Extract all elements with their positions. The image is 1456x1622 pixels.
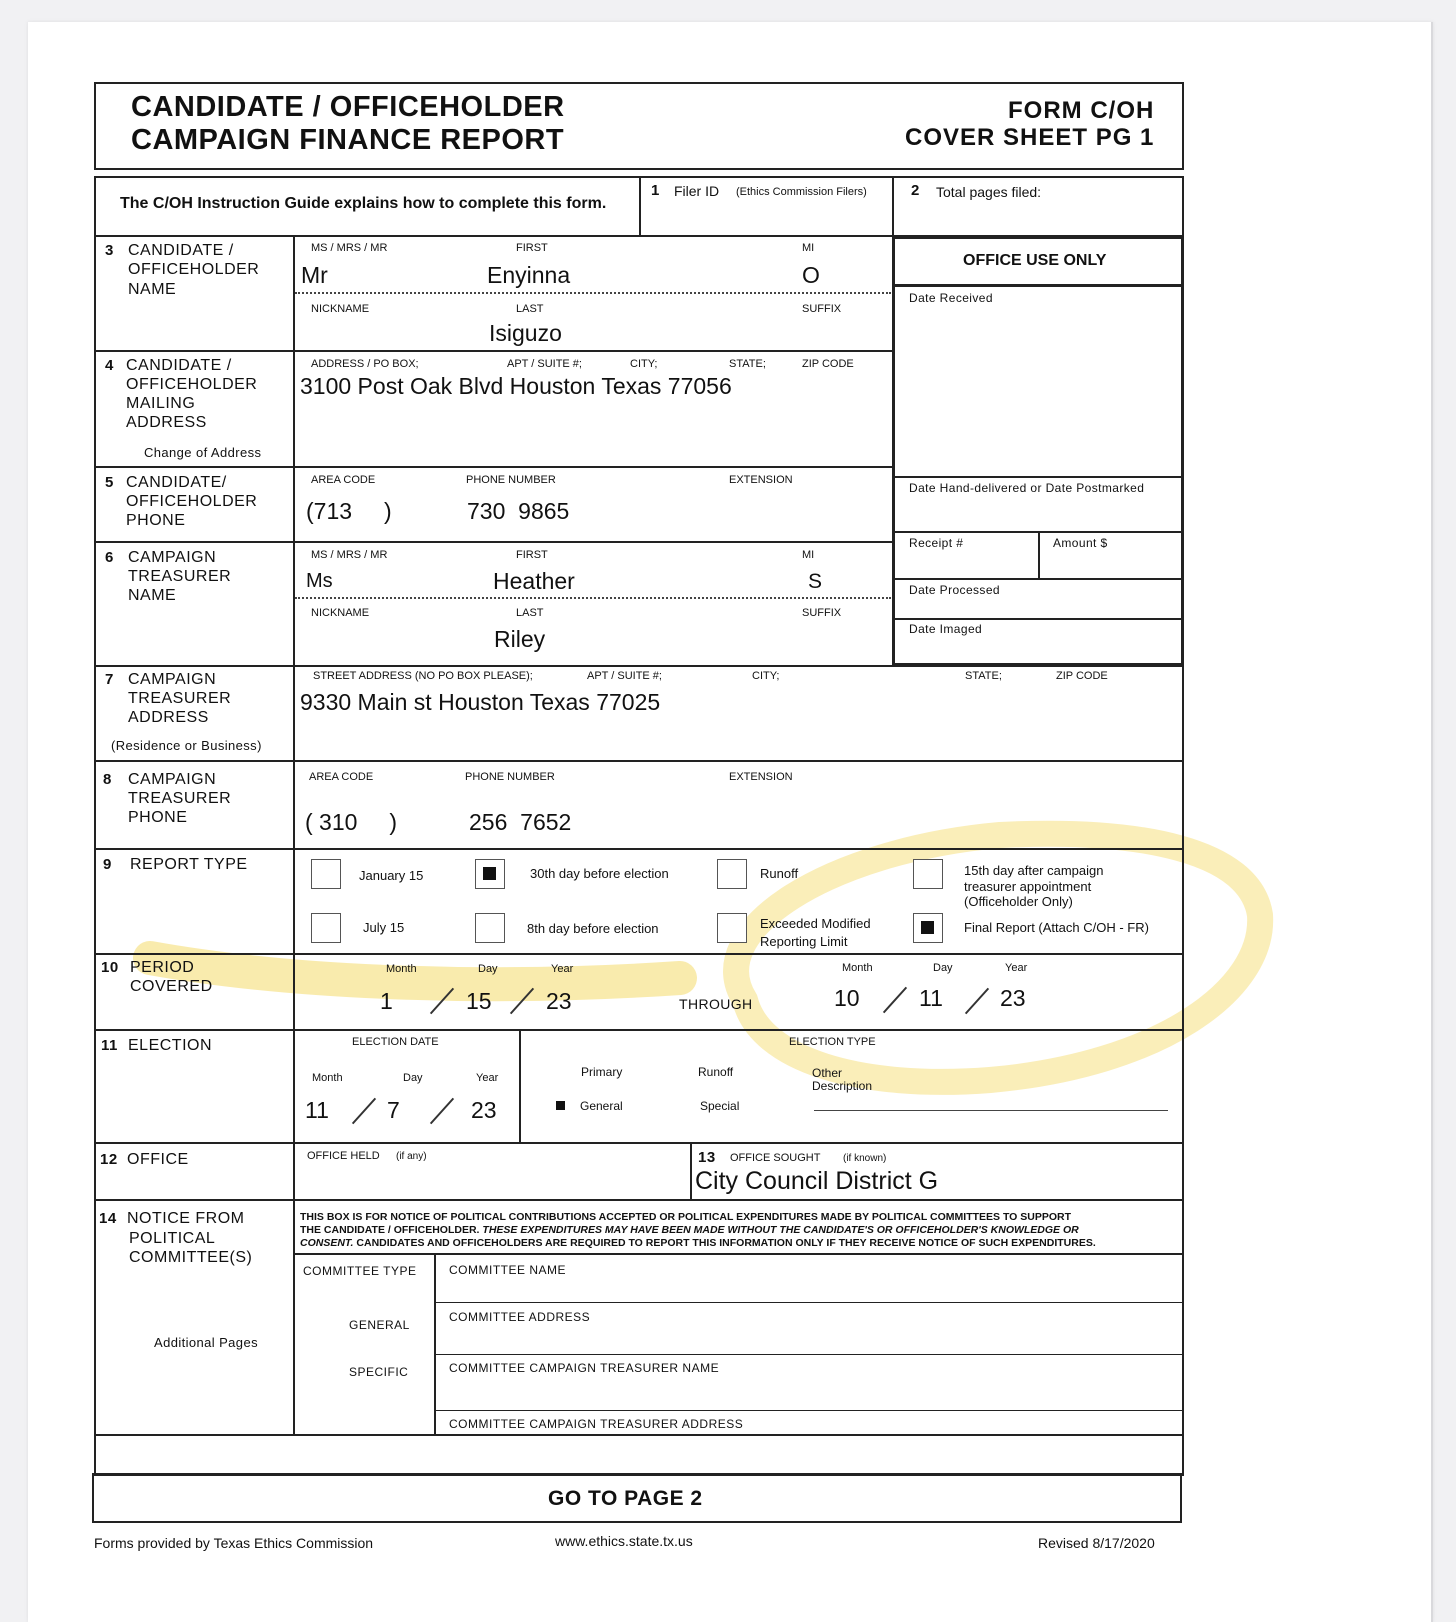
section-3-label: CANDIDATE / [128,242,234,259]
candidate-nickname-header: NICKNAME [311,303,370,315]
election-type-primary[interactable]: Primary [581,1065,623,1079]
name-divider [295,292,891,294]
election-type-description: Description [812,1079,873,1093]
treasurer-area-code-header: AREA CODE [309,771,374,783]
candidate-last-name-field[interactable]: Isiguzo [489,320,562,346]
filer-id-number: 1 [651,182,660,199]
section-8-label-2: TREASURER [128,790,232,807]
date-imaged-label: Date Imaged [909,622,983,636]
section-6-label-3: NAME [128,587,177,604]
election-day-field[interactable]: 7 [387,1097,400,1123]
section-11-label: ELECTION [128,1037,213,1054]
total-pages-field[interactable] [911,206,1171,230]
checkbox-30th-day-before-election[interactable] [475,859,505,889]
section-14-number: 14 [99,1210,117,1227]
treasurer-apt-header: APT / SUITE #; [587,670,662,682]
period-from-day-field[interactable]: 15 [466,988,492,1014]
section-10-label-2: COVERED [130,978,213,995]
label-8th-day: 8th day before election [527,921,659,936]
section-4-label: CANDIDATE / [126,357,232,374]
office-held-note: (if any) [396,1151,427,1162]
treasurer-first-header: FIRST [516,549,548,561]
committee-type-specific[interactable]: SPECIFIC [349,1365,409,1379]
form-title-line2: CAMPAIGN FINANCE REPORT [131,124,565,156]
address-header: ADDRESS / PO BOX; [311,358,419,370]
treasurer-last-header: LAST [516,607,544,619]
total-pages-number: 2 [911,182,920,199]
candidate-phone-field[interactable]: 730 9865 [467,498,570,524]
treasurer-title-field[interactable]: Ms [306,570,333,592]
section-4-label-2: OFFICEHOLDER [126,376,258,393]
election-date-title: ELECTION DATE [352,1036,439,1048]
area-code-header: AREA CODE [311,474,376,486]
section-5-label-2: OFFICEHOLDER [126,493,258,510]
checkbox-15th-day-after-appointment[interactable] [913,859,943,889]
footer-url[interactable]: www.ethics.state.tx.us [555,1533,693,1549]
election-day-header: Day [403,1072,423,1084]
candidate-address-field[interactable]: 3100 Post Oak Blvd Houston Texas 77056 [300,373,732,399]
period-to-year-field[interactable]: 23 [1000,985,1026,1011]
zip-header: ZIP CODE [802,358,854,370]
committee-name-field[interactable]: COMMITTEE NAME [449,1263,566,1277]
section-7-label-3: ADDRESS [128,709,209,726]
section-6-number: 6 [105,549,114,566]
date-processed-label: Date Processed [909,583,1000,597]
treasurer-suffix-header: SUFFIX [802,607,842,619]
label-final-report: Final Report (Attach C/OH - FR) [964,920,1149,935]
checkbox-july-15[interactable] [311,913,341,943]
period-to-day-header: Day [933,962,953,974]
candidate-title-header: MS / MRS / MR [311,242,388,254]
candidate-first-name-field[interactable]: Enyinna [487,262,571,288]
through-label: THROUGH [679,996,753,1012]
treasurer-phone-field[interactable]: 256 7652 [469,809,572,835]
label-exceeded-2: Reporting Limit [760,934,848,949]
checkbox-8th-day-before-election[interactable] [475,913,505,943]
election-month-field[interactable]: 11 [305,1097,329,1123]
section-10-number: 10 [101,959,119,976]
label-15th-day-1: 15th day after campaign [964,863,1104,878]
notice-line-3b: CANDIDATES AND OFFICEHOLDERS ARE REQUIRED TO REPORT THIS INFORMATION ONLY IF THEY RECEIVE NOTICE OF SUCH EXPENDITURES. [356,1237,1096,1249]
filer-id-label: Filer ID [674,183,720,199]
election-type-runoff[interactable]: Runoff [698,1065,734,1079]
candidate-last-header: LAST [516,303,544,315]
notice-line-3a: CONSENT. [300,1237,354,1249]
period-from-month-header: Month [386,963,417,975]
period-to-month-field[interactable]: 10 [834,985,860,1011]
total-pages-label: Total pages filed: [936,184,1042,200]
section-5-label-3: PHONE [126,512,186,529]
label-january-15: January 15 [359,868,424,883]
section-12-number: 12 [100,1151,118,1168]
treasurer-nickname-header: NICKNAME [311,607,370,619]
candidate-mi-field[interactable]: O [802,262,820,288]
treasurer-address-field[interactable]: 9330 Main st Houston Texas 77025 [300,689,661,715]
candidate-mi-header: MI [802,242,815,254]
period-to-year-header: Year [1005,962,1028,974]
period-from-month-field[interactable]: 1 [380,988,393,1014]
period-from-day-header: Day [478,963,498,975]
office-held-field[interactable] [300,1168,680,1196]
period-from-year-header: Year [551,963,574,975]
label-runoff: Runoff [760,866,799,881]
section-7-label-2: TREASURER [128,690,232,707]
treasurer-name-divider [295,597,891,599]
section-3-label-3: NAME [128,281,177,298]
committee-type-general[interactable]: GENERAL [349,1318,410,1332]
change-of-address-label[interactable]: Change of Address [144,445,262,460]
section-9-number: 9 [103,856,112,873]
election-year-header: Year [476,1072,499,1084]
section-14-label-2: POLITICAL [129,1230,216,1247]
office-sought-label: OFFICE SOUGHT [730,1152,821,1164]
filer-id-note: (Ethics Commission Filers) [736,186,867,198]
notice-line-3 [300,1237,1096,1250]
section-4-label-3: MAILING [126,395,196,412]
treasurer-state-header: STATE; [965,670,1002,682]
notice-line-1: THIS BOX IS FOR NOTICE OF POLITICAL CONTRIBUTIONS ACCEPTED OR POLITICAL EXPENDITURES MADE BY POLITICAL COMMITTEES TO SUPPORT [300,1211,1072,1223]
label-exceeded-1: Exceeded Modified [760,916,871,931]
committee-type-header: COMMITTEE TYPE [303,1264,417,1278]
office-held-label: OFFICE HELD [307,1150,380,1162]
notice-line-2b: THESE EXPENDITURES MAY HAVE BEEN MADE WITHOUT THE CANDIDATE'S OR OFFICEHOLDER'S KNOWLEDGE OR [482,1224,1079,1236]
phone-number-header: PHONE NUMBER [466,474,556,486]
treasurer-zip-header: ZIP CODE [1056,670,1108,682]
label-15th-day-3: (Officeholder Only) [964,894,1073,909]
notice-line-2 [300,1224,1096,1237]
election-type-title: ELECTION TYPE [789,1036,876,1048]
form-id-line2: COVER SHEET PG 1 [905,124,1155,151]
committee-treasurer-name-field[interactable]: COMMITTEE CAMPAIGN TREASURER NAME [449,1361,720,1375]
treasurer-city-header: CITY; [752,670,780,682]
election-month-header: Month [312,1072,343,1084]
treasurer-first-name-field[interactable]: Heather [493,568,575,594]
form-id-line1: FORM C/OH [1008,97,1155,124]
checkbox-runoff[interactable] [717,859,747,889]
committee-address-field[interactable]: COMMITTEE ADDRESS [449,1310,591,1324]
candidate-area-code-field[interactable]: (713 ) [306,498,392,524]
date-received-label: Date Received [909,291,993,305]
election-year-field[interactable]: 23 [471,1097,497,1123]
section-8-number: 8 [103,771,112,788]
section-9-label: REPORT TYPE [130,856,248,873]
section-6-label: CAMPAIGN [128,549,217,566]
section-6-label-2: TREASURER [128,568,232,585]
office-sought-note: (if known) [843,1153,887,1164]
additional-pages-label[interactable]: Additional Pages [154,1335,258,1350]
general-selected-mark [556,1101,565,1110]
section-12-label: OFFICE [127,1151,189,1168]
footer-revised: Revised 8/17/2020 [1038,1535,1155,1551]
office-use-title: OFFICE USE ONLY [963,252,1107,269]
section-5-label: CANDIDATE/ [126,474,227,491]
label-july-15: July 15 [363,920,405,935]
candidate-first-header: FIRST [516,242,548,254]
filer-id-field[interactable] [651,206,881,230]
residence-business-note: (Residence or Business) [111,738,262,753]
treasurer-mi-field[interactable]: S [808,570,823,593]
treasurer-phone-header: PHONE NUMBER [465,771,555,783]
office-sought-field[interactable]: City Council District G [695,1167,939,1195]
notice-text [300,1211,1096,1250]
checkbox-exceeded-modified-reporting-limit[interactable] [717,913,747,943]
checkbox-final-report[interactable] [913,913,943,943]
candidate-title-field[interactable]: Mr [301,262,328,288]
apt-header: APT / SUITE #; [507,358,582,370]
period-to-day-field[interactable]: 11 [919,985,943,1011]
label-30th-day: 30th day before election [530,866,669,881]
instruction-text: The C/OH Instruction Guide explains how to complete this form. [120,195,607,212]
section-13-number: 13 [698,1149,716,1166]
treasurer-title-header: MS / MRS / MR [311,549,388,561]
footer-provider: Forms provided by Texas Ethics Commission [94,1535,374,1551]
period-to-month-header: Month [842,962,873,974]
section-5-number: 5 [105,474,114,491]
section-3-number: 3 [105,242,114,259]
period-from-year-field[interactable]: 23 [546,988,572,1014]
date-hand-delivered-label: Date Hand-delivered or Date Postmarked [909,481,1145,495]
committee-treasurer-address-field[interactable]: COMMITTEE CAMPAIGN TREASURER ADDRESS [449,1417,744,1431]
election-type-other[interactable]: Other [812,1066,843,1080]
section-11-number: 11 [101,1037,118,1054]
section-10-label: PERIOD [130,959,195,976]
section-14-label: NOTICE FROM [127,1210,245,1227]
notice-line-2a: THE CANDIDATE / OFFICEHOLDER. [300,1224,480,1236]
section-14-label-3: COMMITTEE(S) [129,1249,253,1266]
treasurer-area-code-field[interactable]: ( 310 ) [305,809,398,835]
other-description-line [814,1110,1168,1111]
label-15th-day-2: treasurer appointment [964,879,1092,894]
section-8-label: CAMPAIGN [128,771,217,788]
election-type-special[interactable]: Special [700,1099,740,1113]
extension-header: EXTENSION [729,474,793,486]
treasurer-last-name-field[interactable]: Riley [494,626,546,652]
section-8-label-3: PHONE [128,809,188,826]
amount-label: Amount $ [1053,536,1108,550]
election-type-general[interactable]: General [580,1099,623,1113]
receipt-label: Receipt # [909,536,964,550]
checkbox-january-15[interactable] [311,859,341,889]
section-7-number: 7 [105,671,114,688]
section-4-number: 4 [105,357,114,374]
go-to-page-2[interactable]: GO TO PAGE 2 [548,1487,703,1510]
section-3-label-2: OFFICEHOLDER [128,261,260,278]
treasurer-extension-header: EXTENSION [729,771,793,783]
section-7-label: CAMPAIGN [128,671,217,688]
section-4-label-4: ADDRESS [126,414,207,431]
street-address-header: STREET ADDRESS (NO PO BOX PLEASE); [313,670,533,682]
form-title-line1: CANDIDATE / OFFICEHOLDER [131,91,565,123]
city-header: CITY; [630,358,658,370]
treasurer-mi-header: MI [802,549,815,561]
state-header: STATE; [729,358,766,370]
candidate-suffix-header: SUFFIX [802,303,842,315]
